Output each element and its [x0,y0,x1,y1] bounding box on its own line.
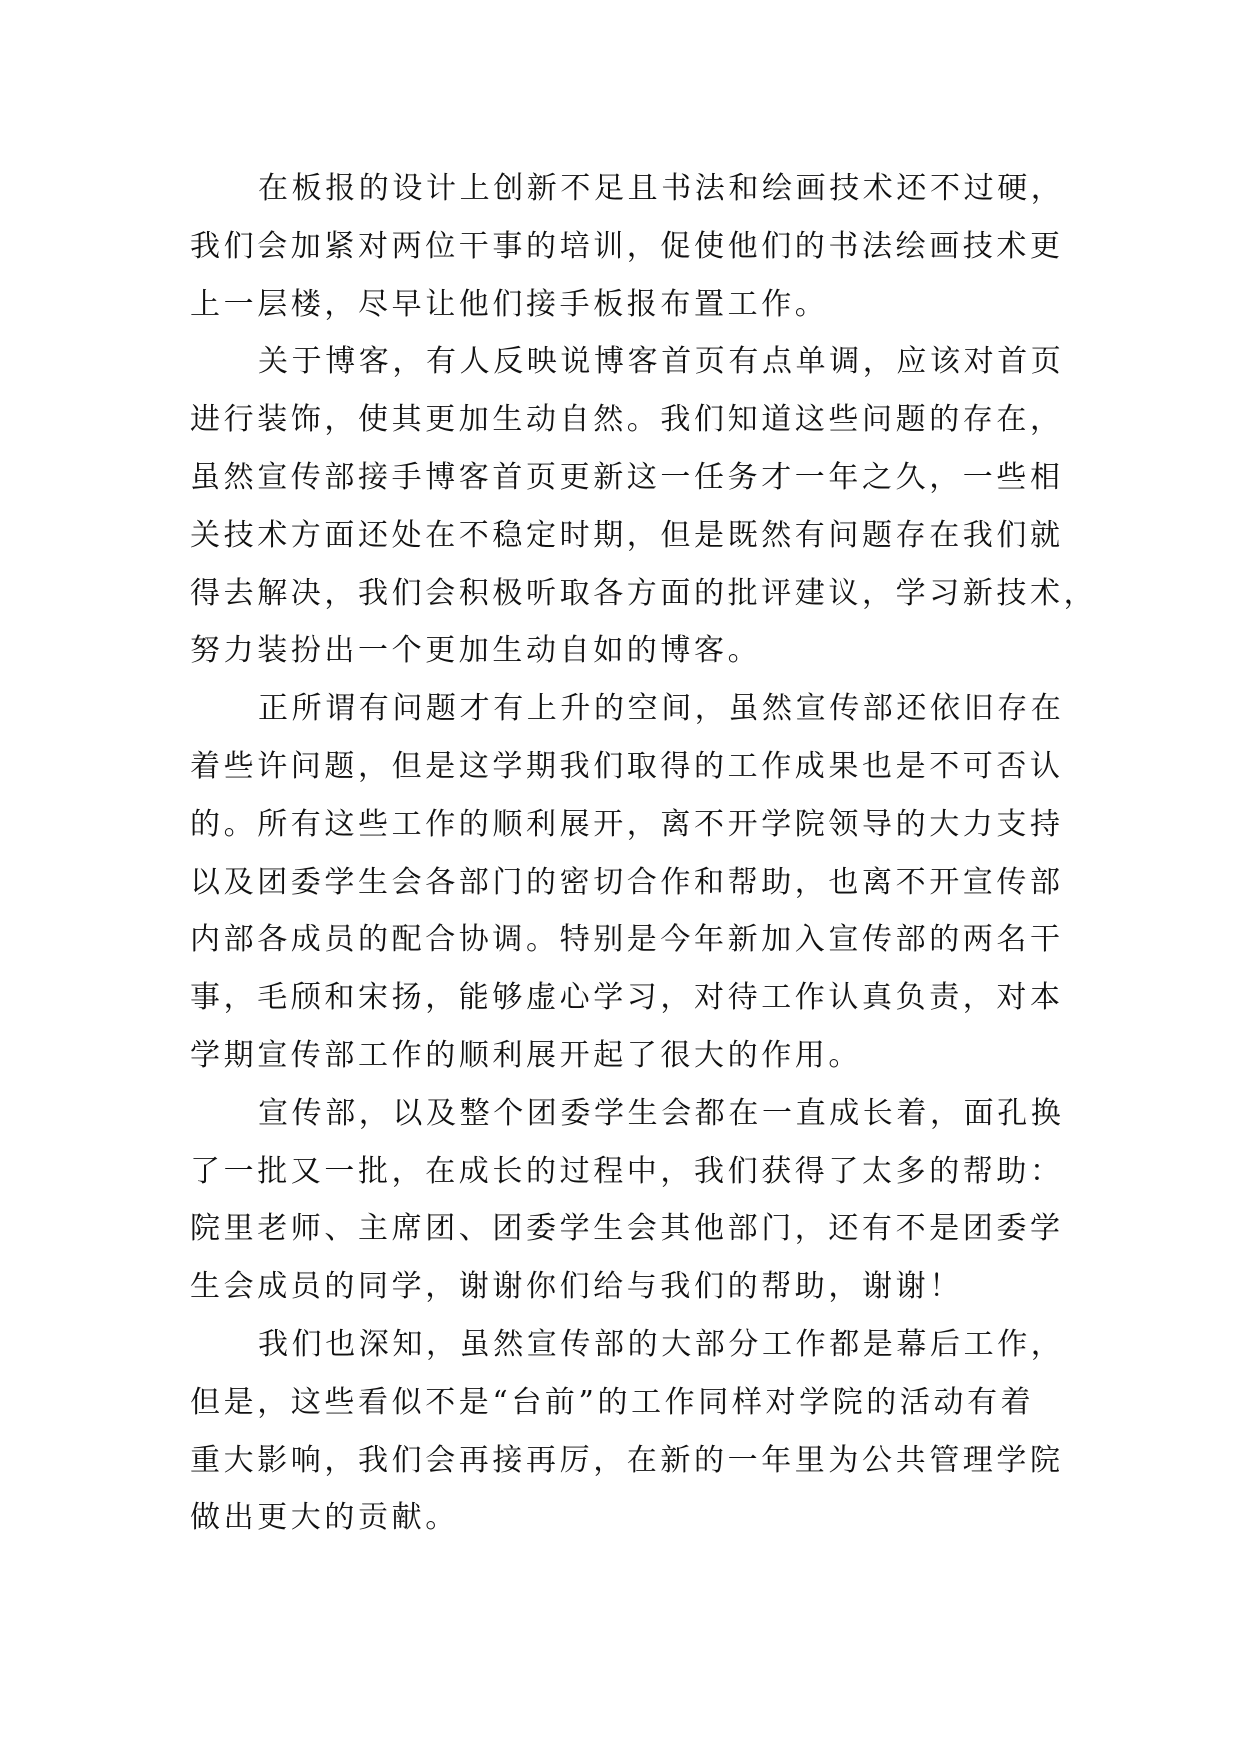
text-line: 虽然宣传部接手博客首页更新这一任务才一年之久，一些相 [190,459,1064,495]
paragraph-achievements [190,680,1065,1085]
text-line: 关技术方面还处在不稳定时期，但是既然有问题存在我们就 [190,517,1064,553]
paragraph-blog [190,333,1098,680]
text-line: 进行装饰，使其更加生动自然。我们知道这些问题的存在， [190,402,1064,438]
text-line: 着些许问题，但是这学期我们取得的工作成果也是不可否认 [190,748,1064,784]
text-line: 事，毛颀和宋扬，能够虚心学习，对待工作认真负责，对本 [190,980,1064,1016]
text-line: 了一批又一批，在成长的过程中，我们获得了太多的帮助： [190,1153,1064,1189]
text-line: 做出更大的贡献。 [190,1500,459,1536]
text-line: 学期宣传部工作的顺利展开起了很大的作用。 [190,1037,862,1073]
text-line: 宣传部，以及整个团委学生会都在一直成长着，面孔换 [258,1095,1065,1131]
paragraph-gratitude [190,1085,1065,1316]
text-line: 正所谓有问题才有上升的空间，虽然宣传部还依旧存在 [258,691,1065,727]
text-line: 上一层楼，尽早让他们接手板报布置工作。 [190,286,829,322]
text-line: 重大影响，我们会再接再厉，在新的一年里为公共管理学院 [190,1442,1064,1478]
text-line: 内部各成员的配合协调。特别是今年新加入宣传部的两名干 [190,922,1064,958]
text-line: 生会成员的同学，谢谢你们给与我们的帮助，谢谢！ [190,1269,963,1305]
text-line: 得去解决，我们会积极听取各方面的批评建议，学习新技术， [190,575,1098,611]
paragraph-board-design [190,160,1065,333]
text-line: 以及团委学生会各部门的密切合作和帮助，也离不开宣传部 [190,864,1064,900]
text-line: 但是，这些看似不是“台前”的工作同样对学院的活动有着 [190,1384,1035,1420]
text-line: 我们会加紧对两位干事的培训，促使他们的书法绘画技术更 [190,228,1064,264]
text-line: 在板报的设计上创新不足且书法和绘画技术还不过硬， [258,171,1065,206]
text-line: 院里老师、主席团、团委学生会其他部门，还有不是团委学 [190,1211,1064,1247]
text-line: 关于博客，有人反映说博客首页有点单调，应该对首页 [258,344,1065,380]
text-line: 的。所有这些工作的顺利展开，离不开学院领导的大力支持 [190,806,1064,842]
document-body [190,160,1098,1547]
text-line: 努力装扮出一个更加生动自如的博客。 [190,633,762,669]
text-line: 我们也深知，虽然宣传部的大部分工作都是幕后工作， [258,1326,1065,1362]
paragraph-conclusion [190,1316,1065,1547]
